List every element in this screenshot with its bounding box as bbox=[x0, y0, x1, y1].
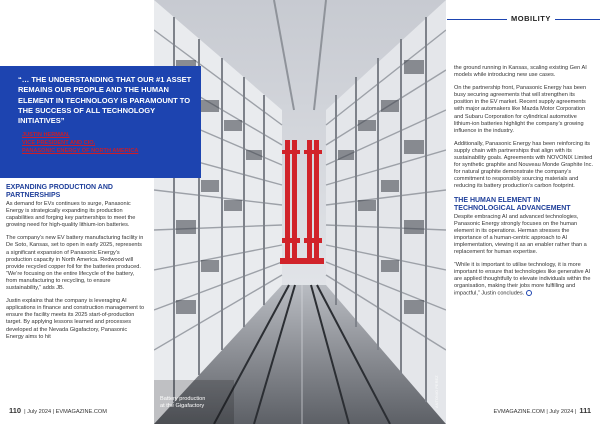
left-heading: EXPANDING PRODUCTION AND PARTNERSHIPS bbox=[6, 184, 113, 199]
right-heading: THE HUMAN ELEMENT IN TECHNOLOGICAL ADVANCEMENT bbox=[454, 196, 571, 212]
end-mark-icon bbox=[526, 290, 532, 296]
right-folio bbox=[494, 406, 594, 415]
page-number: 111 bbox=[579, 406, 591, 415]
left-column bbox=[6, 184, 146, 347]
section-label: MOBILITY bbox=[507, 14, 555, 23]
body-paragraph: As demand for EVs continues to surge, Panasonic Energy is strategically expanding its production capabilities and forging key partnerships to meet the growing need for high-quality lithium-ion batteries. bbox=[6, 201, 136, 229]
caption-line: at the Gigafactory bbox=[160, 402, 205, 409]
quote-attribution bbox=[22, 131, 138, 156]
body-paragraph: Additionally, Panasonic Energy has been reinforcing its supply chain with partnerships that align with its sustainability goals. Agreements with NOVONIX Limited for synthetic graphite and Nouveau Monde Graphite Inc. for natural graphite demonstrate the company’s commitment to responsibly sourcing materials and reducing its battery production’s carbon footprint. bbox=[454, 140, 593, 190]
photo-caption bbox=[160, 396, 205, 409]
right-column bbox=[454, 65, 594, 304]
attribution-title: VICE PRESIDENT AND CIO, bbox=[22, 140, 96, 147]
body-paragraph: Despite embracing AI and advanced technologies, Panasonic Energy strongly focuses on the human element in its operations. Herman stresses the importance of a human-centric approach to AI implementation, viewing it as an enabler rather than a replacement for human expertise. bbox=[454, 213, 587, 255]
pull-quote-text: “… THE UNDERSTANDING THAT OUR #1 ASSET REMAINS OUR PEOPLE AND THE HUMAN ELEMENT IN TECHNOLOGY IS PARAMOUNT TO THE SUCCESS OF ALL TECHNOLOGY INITIATIVES” bbox=[18, 75, 192, 126]
body-paragraph: On the partnership front, Panasonic Energy has been busy securing agreements that will strengthen its position in the EV market. Recent supply agreements with major automakers like Mazda Motor Corporation and Subaru Corporation for cylindrical automotive lithium-ion batteries highlight the company’s growing influence in the industry. bbox=[454, 85, 587, 134]
closing-paragraph-text: “While it is important to utilise technology, it is more important to ensure that technologies like generative AI are applied thoughtfully to elevate individuals within the organisation, making their jobs more fulfilling and impactful,” Justin concludes. bbox=[454, 262, 591, 297]
body-paragraph: Justin explains that the company is leveraging AI applications in finance and construction management to ensure the facility meets its 2025 start-of-production target. By applying lessons learned and processes developed at the Nevada Gigafactory, Panasonic Energy aims to hit bbox=[6, 298, 145, 340]
attribution-company: PANASONIC ENERGY OF NORTH AMERICA bbox=[22, 148, 139, 155]
photo-credit: ANTONIO PEREZ bbox=[434, 375, 439, 408]
warehouse-illustration bbox=[154, 0, 446, 424]
folio-text: | July 2024 | EVMAGAZINE.COM bbox=[24, 409, 107, 415]
pull-quote bbox=[0, 66, 201, 178]
body-paragraph: The company’s new EV battery manufacturing facility in De Soto, Kansas, set to open in early 2025, represents a significant expansion of Panasonic Energy’s production capacity in North America. Redwood will provide recycled copper foil for the batteries produced. “We’re focusing on the entire lifecycle of the battery, from manufacturing to recycling, to ensure sustainability,” adds JB. bbox=[6, 235, 144, 292]
body-paragraph bbox=[454, 262, 594, 298]
body-paragraph: the ground running in Kansas, scaling existing Gen AI models while introducing new use cases. bbox=[454, 65, 587, 79]
caption-line: Battery production bbox=[160, 396, 206, 402]
left-folio bbox=[6, 406, 107, 415]
warehouse-photo bbox=[154, 0, 446, 424]
page-number: 110 bbox=[9, 406, 22, 415]
folio-text: EVMAGAZINE.COM | July 2024 | bbox=[493, 409, 577, 415]
attribution-name: JUSTIN HERMAN, bbox=[22, 132, 70, 138]
